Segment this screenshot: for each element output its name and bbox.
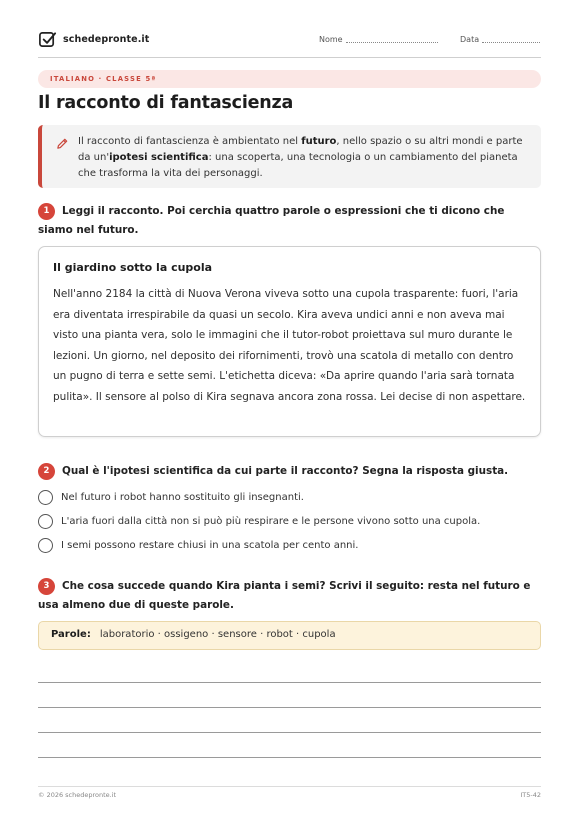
question-number-badge: 3 [38, 578, 55, 595]
word-bank-label: Parole: [51, 629, 91, 640]
question-text: Che cosa succede quando Kira pianta i semi? Scrivi il seguito: resta nel futuro e usa almeno due di queste parole. [38, 580, 531, 611]
question-number-badge: 1 [38, 203, 55, 220]
footer-code: IT5-42 [520, 791, 541, 799]
keyword-scientific-hypothesis: ipotesi scientifica [109, 152, 209, 163]
question-3 [38, 577, 541, 615]
writing-line[interactable] [38, 757, 541, 758]
question-text: Qual è l'ipotesi scientifica da cui parte il racconto? Segna la risposta giusta. [62, 465, 509, 477]
subject-label: ITALIANO · CLASSE 5ª [38, 70, 541, 88]
date-label: Data [460, 35, 480, 44]
story-card [38, 246, 541, 437]
footer-copyright: © 2026 schedepronte.it [38, 791, 117, 799]
option-text: L'aria fuori dalla città non si può più respirare e le persone vivono sotto una cupola. [61, 516, 481, 527]
story-title: Il giardino sotto la cupola [53, 261, 213, 274]
question-number-badge: 2 [38, 463, 55, 480]
answer-option[interactable] [38, 514, 480, 529]
option-text: I semi possono restare chiusi in una scatola per cento anni. [61, 540, 359, 551]
writing-line[interactable] [38, 732, 541, 733]
question-text: Leggi il racconto. Poi cerchia quattro parole o espressioni che ti dicono che siamo nel futuro. [38, 205, 505, 236]
radio-button[interactable] [38, 490, 53, 505]
page-title: Il racconto di fantascienza [38, 93, 294, 113]
option-text: Nel futuro i robot hanno sostituito gli insegnanti. [61, 492, 304, 503]
writing-line[interactable] [38, 707, 541, 708]
question-1 [38, 202, 541, 240]
name-field[interactable] [319, 35, 438, 44]
intro-text: Il racconto di fantascienza è ambientato nel futuro, nello spazio o su altri mondi e parte da un'ipotesi scientifica: una scoperta, una tecnologia o un cambiamento del pianeta che trasforma la vita dei personaggi. [78, 136, 523, 179]
story-text: Nell'anno 2184 la città di Nuova Verona viveva sotto una cupola trasparente: fuori, l'aria era diventata irrespirabile da quasi un secolo. Kira aveva undici anni e non aveva mai visto una pianta vera, solo le immagini che il tutor-robot proiettava sul muro durante le lezioni. Un giorno, nel deposito dei rifornimenti, trovò una scatola di metallo con dentro un pugno di terra e sette semi. L'etichetta diceva: «Da aprire quando l'aria sarà tornata pulita». Il sensore al polso di Kira segnava ancora zona rossa. Lei decise di non aspettare. [53, 288, 526, 403]
question-2 [38, 462, 541, 481]
footer-divider [38, 786, 541, 787]
answer-option[interactable] [38, 538, 358, 553]
writing-line[interactable] [38, 682, 541, 683]
date-blank[interactable] [482, 35, 540, 43]
word-bank [38, 621, 541, 650]
radio-button[interactable] [38, 514, 53, 529]
logo [38, 30, 149, 49]
name-label: Nome [319, 35, 343, 44]
intro-box [38, 125, 541, 188]
site-name: schedepronte.it [63, 34, 150, 45]
word-bank-words: laboratorio · ossigeno · sensore · robot · cupola [99, 629, 336, 640]
pencil-icon [56, 137, 69, 150]
keyword-future: futuro [301, 136, 337, 147]
date-field[interactable] [460, 35, 540, 44]
name-blank[interactable] [346, 35, 438, 43]
radio-button[interactable] [38, 538, 53, 553]
checkbox-logo-icon [38, 30, 57, 49]
answer-option[interactable] [38, 490, 304, 505]
page-header [38, 30, 541, 58]
